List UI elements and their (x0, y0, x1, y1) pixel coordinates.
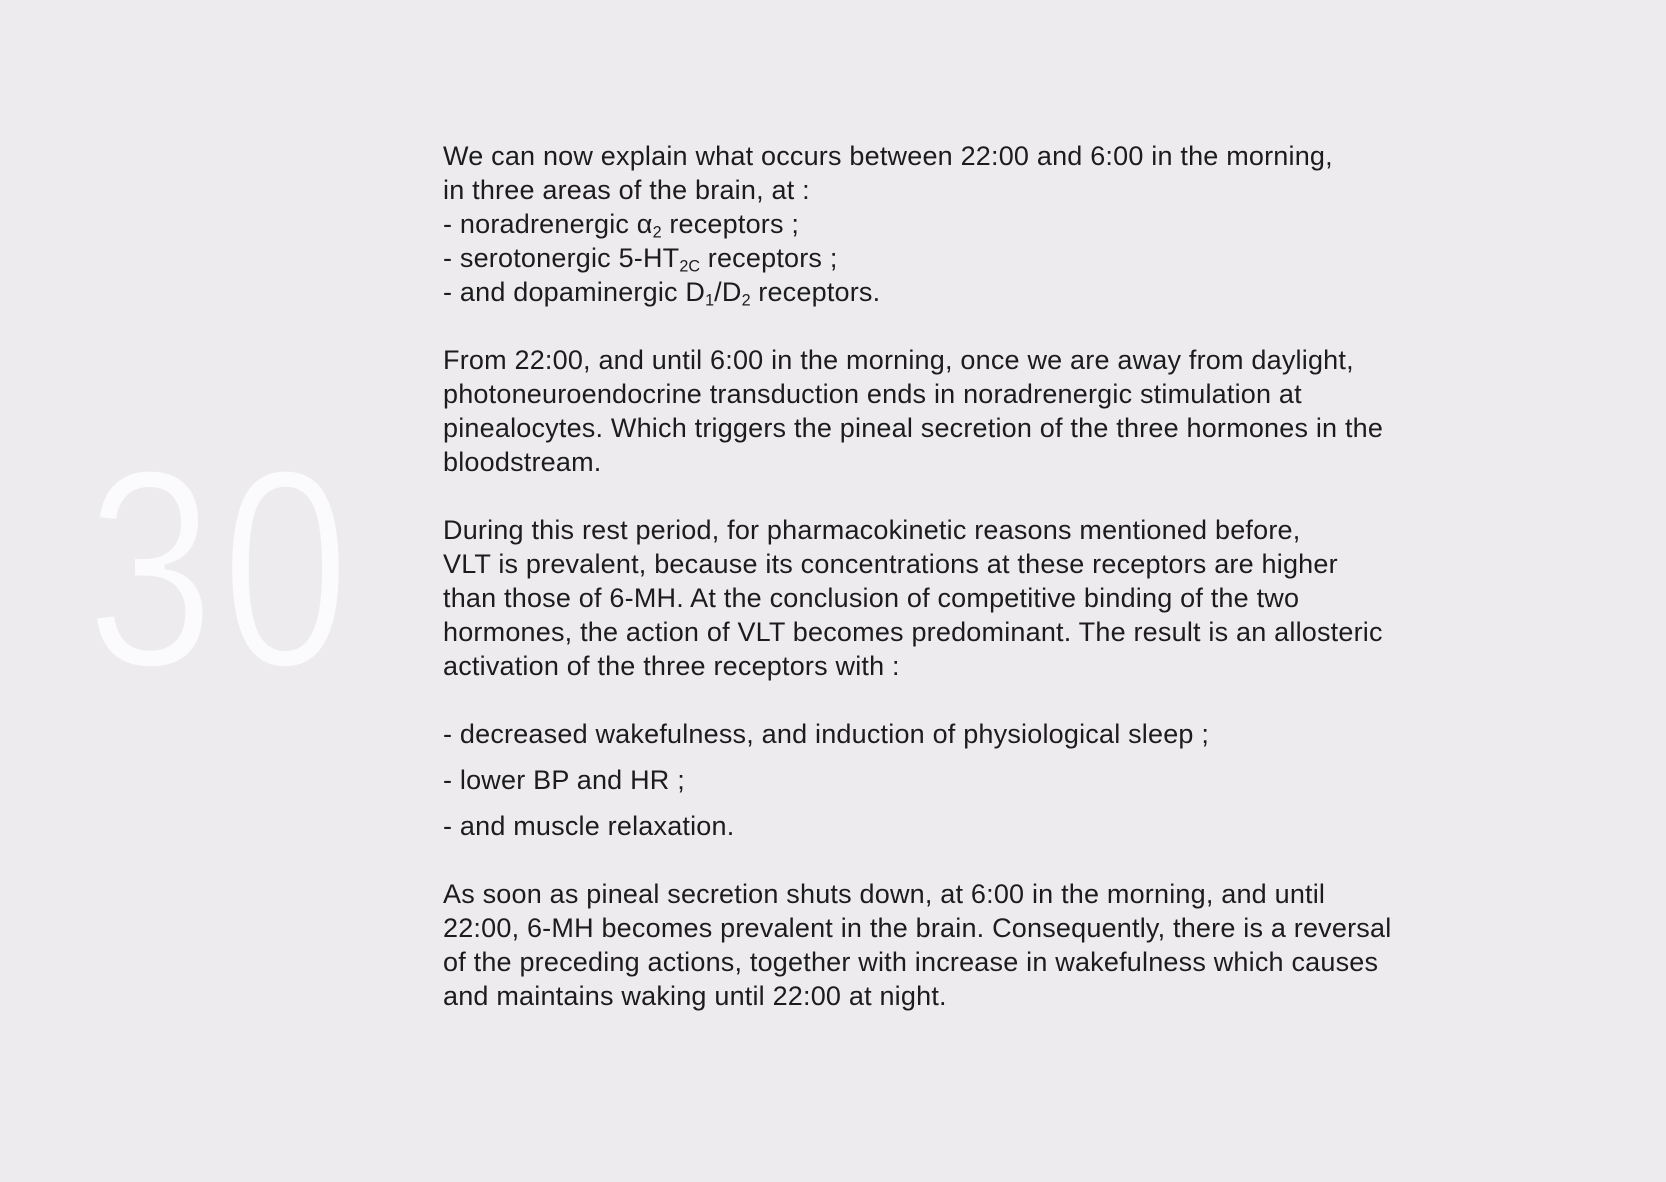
text-line: photoneuroendocrine transduction ends in noradrenergic stimulation at (443, 379, 1302, 409)
text-line: in three areas of the brain, at : (443, 175, 810, 205)
text-line: bloodstream. (443, 447, 602, 477)
paragraph (443, 343, 1391, 479)
bullet-group (443, 717, 1391, 843)
text-line: During this rest period, for pharmacokinetic reasons mentioned before, (443, 515, 1301, 545)
text-line: than those of 6-MH. At the conclusion of competitive binding of the two (443, 583, 1300, 613)
paragraph (443, 513, 1391, 683)
text-line: We can now explain what occurs between 22:00 and 6:00 in the morning, (443, 141, 1333, 171)
text-line: 22:00, 6-MH becomes prevalent in the brain. Consequently, there is a reversal (443, 913, 1392, 943)
text-line: - serotonergic $5-HT_{2C}$ receptors ; (443, 243, 838, 276)
text-line: pinealocytes. Which triggers the pineal secretion of the three hormones in the (443, 413, 1384, 443)
text-line: - noradrenergic $\alpha_2$ receptors ; (443, 209, 800, 242)
paragraph (443, 877, 1391, 1013)
text-line: - lower BP and HR ; (443, 765, 685, 795)
text-line: and maintains waking until 22:00 at night. (443, 981, 947, 1011)
text-line: activation of the three receptors with : (443, 651, 900, 681)
text-line: - and muscle relaxation. (443, 811, 735, 841)
text-line: From 22:00, and until 6:00 in the morning, once we are away from daylight, (443, 345, 1354, 375)
text-line: hormones, the action of VLT becomes predominant. The result is an allosteric (443, 617, 1383, 647)
page-number: 30 (86, 411, 357, 726)
text-line: of the preceding actions, together with increase in wakefulness which causes (443, 947, 1379, 977)
text-line: As soon as pineal secretion shuts down, at 6:00 in the morning, and until (443, 879, 1326, 909)
text-line: - decreased wakefulness, and induction of physiological sleep ; (443, 719, 1210, 749)
text-line: VLT is prevalent, because its concentrations at these receptors are higher (443, 549, 1338, 579)
paragraph (443, 139, 1391, 309)
slide-text-content (443, 139, 1391, 1013)
text-line: - and dopaminergic $D_1/D_2$ receptors. (443, 277, 881, 310)
